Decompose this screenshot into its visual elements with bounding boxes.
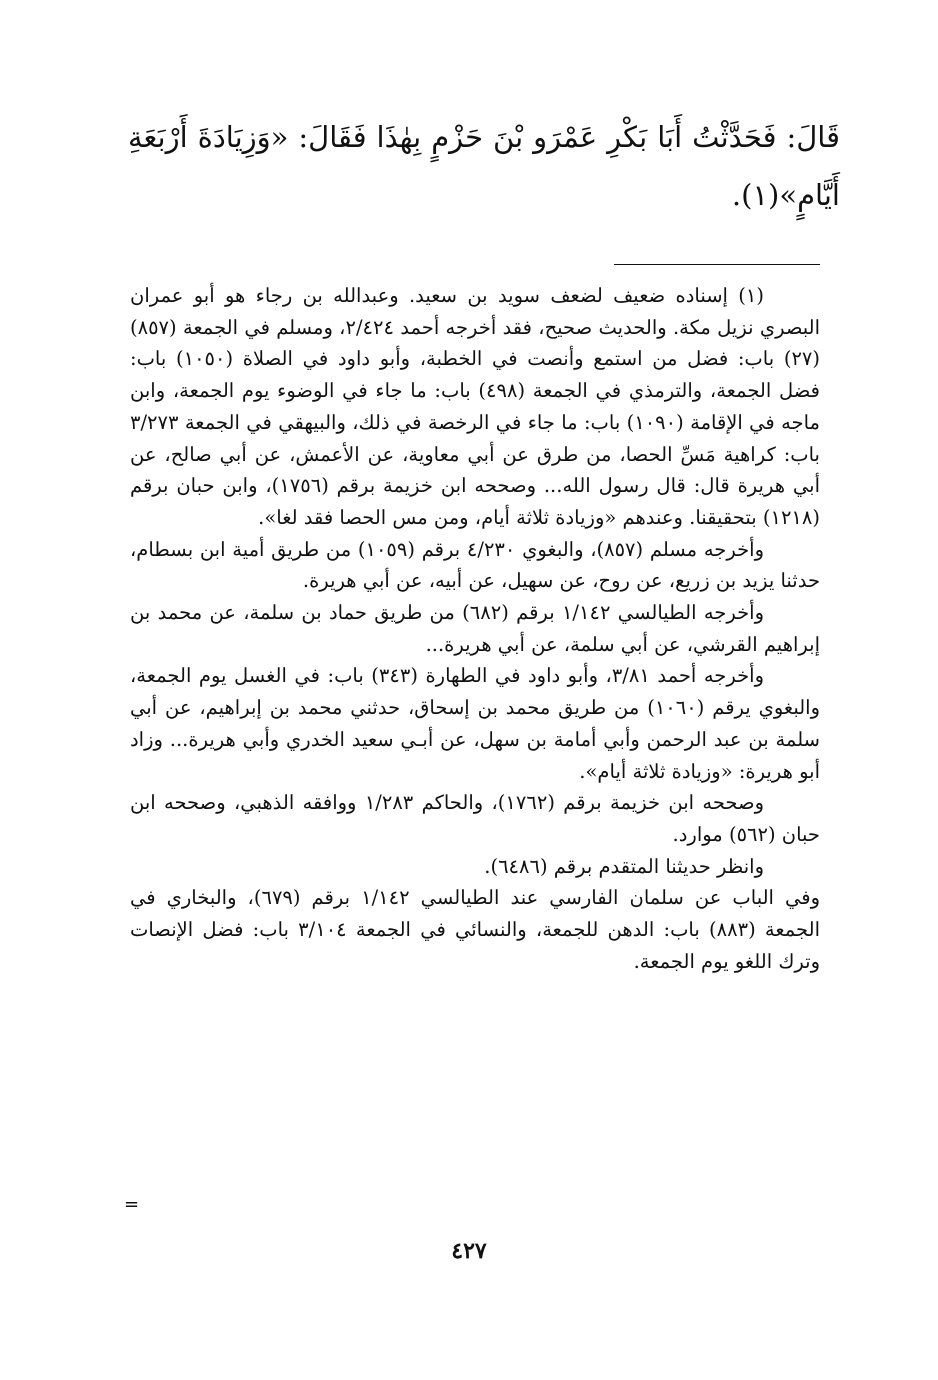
footnote-paragraph-1: (١) إسناده ضعيف لضعف سويد بن سعيد. وعبدالله بن رجاء هو أبو عمران البصري نزيل مكة. والحديث صحيح، فقد أخرجه أحمد ٢/٤٢٤، ومسلم في الجمعة (٨٥٧) (٢٧) باب: فضل من استمع وأنصت في الخطبة، وأبو داود في الصلاة (١٠٥٠) باب: فضل الجمعة، والترمذي في الجمعة (٤٩٨) باب: ما جاء في الوضوء يوم الجمعة، وابن ماجه في الإقامة (١٠٩٠) باب: ما جاء في الرخصة في ذلك، والبيهقي في الجمعة ٣/٢٧٣ باب: كراهية مَسِّ الحصا، من طرق عن أبي معاوية، عن الأعمش، عن أبي صالح، عن أبي هريرة قال: قال رسول الله... وصححه ابن خزيمة برقم (١٧٥٦)، وابن حبان برقم (١٢١٨) بتحقيقنا. وعندهم «وزيادة ثلاثة أيام، ومن مس الحصا فقد لغا».: [130, 284, 821, 529]
footnote-paragraph-4: وأخرجه أحمد ٣/٨١، وأبو داود في الطهارة (٣٤٣) باب: في الغسل يوم الجمعة، والبغوي يرقم (١٠٦٠) من طريق محمد بن إسحاق، حدثني محمد بن إبراهيم، عن أبي سلمة بن عبد الرحمن وأبي أمامة بن سهل، عن أبـي سعيد الخدري وأبي هريرة... وزاد أبو هريرة: «وزيادة ثلاثة أيام».: [130, 664, 820, 783]
footnotes: [130, 280, 820, 977]
page-number: ٤٢٧: [451, 1238, 487, 1264]
continuation-mark: =: [124, 1194, 140, 1215]
footnote-paragraph-2: وأخرجه مسلم (٨٥٧)، والبغوي ٤/٢٣٠ برقم (١٠٥٩) من طريق أمية ابن بسطام، حدثنا يزيد بن زريع، عن روح، عن سهيل، عن أبيه، عن أبي هريرة.: [130, 537, 820, 593]
footnote-paragraph-3: وأخرجه الطيالسي ١/١٤٢ برقم (٦٨٢) من طريق حماد بن سلمة، عن محمد بن إبراهيم القرشي، عن أبي سلمة، عن أبي هريرة...: [130, 601, 820, 656]
footnote-paragraph-5: وصححه ابن خزيمة برقم (١٧٦٢)، والحاكم ١/٢٨٣ ووافقه الذهبي، وصححه ابن حبان (٥٦٢) موارد.: [130, 791, 820, 846]
footnote-separator: [614, 264, 820, 265]
footnote-paragraph-6: وانظر حديثنا المتقدم برقم (٦٤٨٦).: [484, 854, 764, 878]
hadith-text: قَالَ: فَحَدَّثْتُ أَبَا بَكْرِ عَمْرَو بْنَ حَزْمٍ بِهٰذَا فَقَالَ: «وَزِيَادَةَ أَرْبَعَةِ أَيَّامٍ»(١).: [128, 120, 840, 212]
footnote-paragraph-7: وفي الباب عن سلمان الفارسي عند الطيالسي ١/١٤٢ برقم (٦٧٩)، والبخاري في الجمعة (٨٨٣) باب: الدهن للجمعة، والنسائي في الجمعة ٣/١٠٤ باب: فضل الإنصات وترك اللغو يوم الجمعة.: [130, 886, 821, 973]
